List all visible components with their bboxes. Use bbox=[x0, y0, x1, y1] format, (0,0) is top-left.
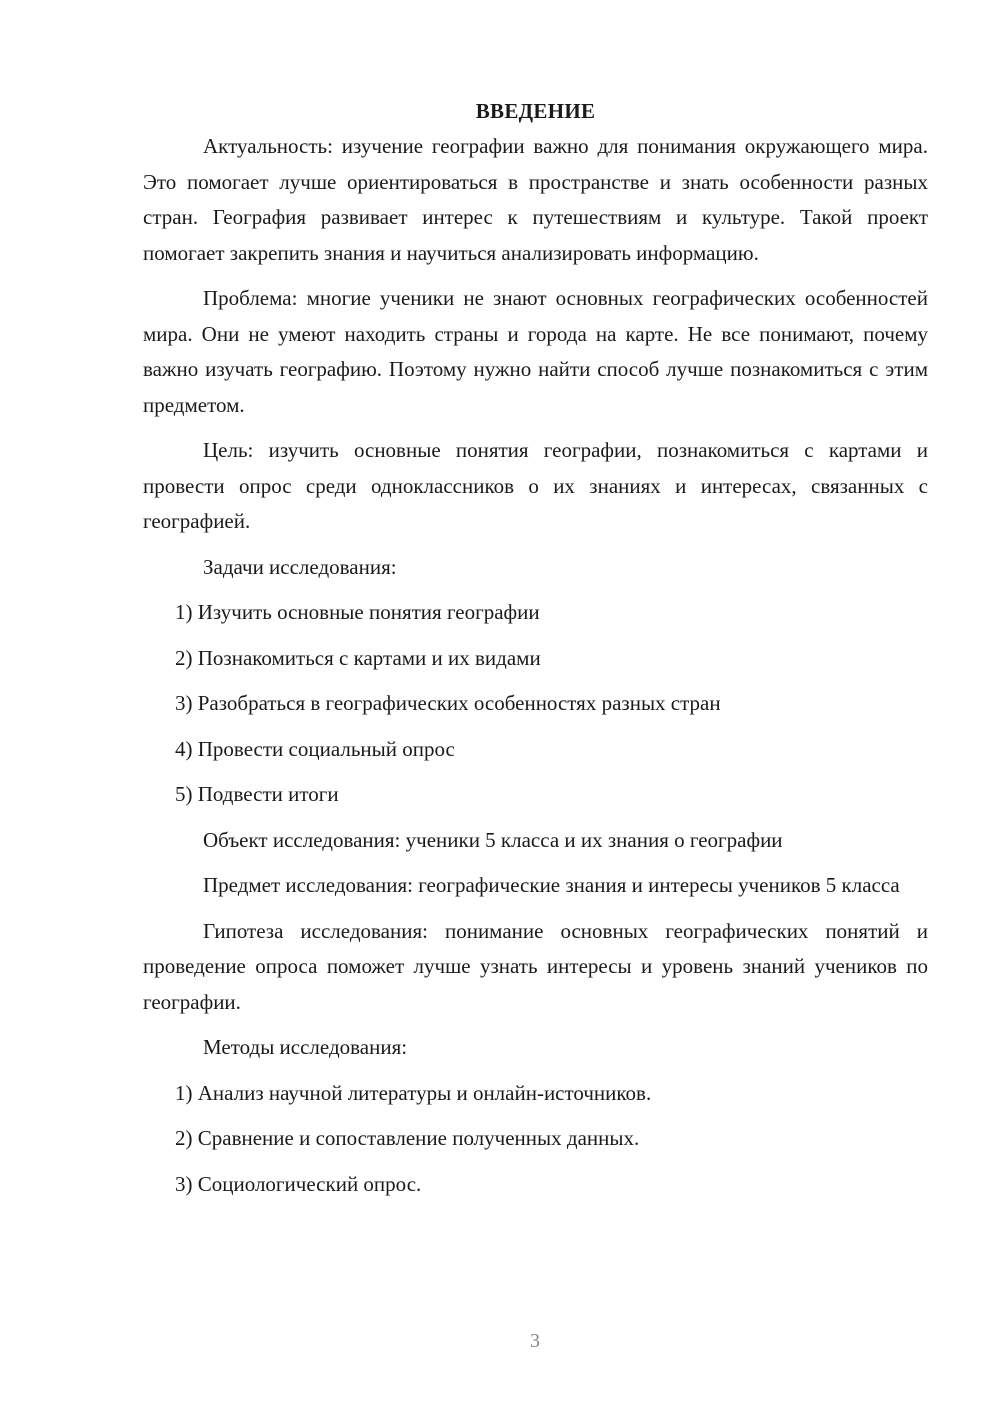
list-item: 3) Разобраться в географических особенностях разных стран bbox=[175, 691, 721, 715]
list-item: 1) Изучить основные понятия географии bbox=[175, 600, 540, 624]
problem-paragraph: Проблема: многие ученики не знают основных географических особенностей мира. Они не умеют находить страны и города на карте. Не все понимают, почему важно изучать географию. Поэтому нужно найти способ лучше познакомиться с этим предметом. bbox=[143, 286, 928, 417]
object-line: Объект исследования: ученики 5 класса и их знания о географии bbox=[203, 827, 783, 852]
list-item: 4) Провести социальный опрос bbox=[175, 736, 455, 761]
relevance-paragraph: Актуальность: изучение географии важно для понимания окружающего мира. Это помогает лучше ориентироваться в пространстве и знать особенности разных стран. География развивает интерес к путешествиям и культуре. Такой проект помогает закрепить знания и научиться анализировать информацию. bbox=[143, 134, 928, 265]
methods-list bbox=[143, 1076, 928, 1203]
tasks-list bbox=[143, 595, 928, 813]
subject-paragraph: Предмет исследования: географические знания и интересы учеников 5 класса bbox=[203, 873, 900, 897]
hypothesis-paragraph: Гипотеза исследования: понимание основных географических понятий и проведение опроса поможет лучше узнать интересы и уровень знаний учеников по географии. bbox=[143, 918, 928, 1014]
list-item: 2) Познакомиться с картами и их видами bbox=[175, 645, 541, 670]
goal-paragraph: Цель: изучить основные понятия географии, познакомиться с картами и провести опрос среди одноклассников о их знаниях и интересах, связанных с географией. bbox=[143, 438, 928, 533]
list-item: 5) Подвести итоги bbox=[175, 782, 339, 806]
page-number: 3 bbox=[530, 1330, 540, 1352]
methods-title: Методы исследования: bbox=[203, 1035, 408, 1059]
list-item: 1) Анализ научной литературы и онлайн-источников. bbox=[175, 1080, 652, 1105]
list-item: 3) Социологический опрос. bbox=[175, 1171, 422, 1196]
tasks-title: Задачи исследования: bbox=[203, 554, 397, 579]
section-heading: ВВЕДЕНИЕ bbox=[475, 99, 596, 123]
list-item: 2) Сравнение и сопоставление полученных данных. bbox=[175, 1126, 640, 1150]
document-page bbox=[143, 93, 928, 1212]
